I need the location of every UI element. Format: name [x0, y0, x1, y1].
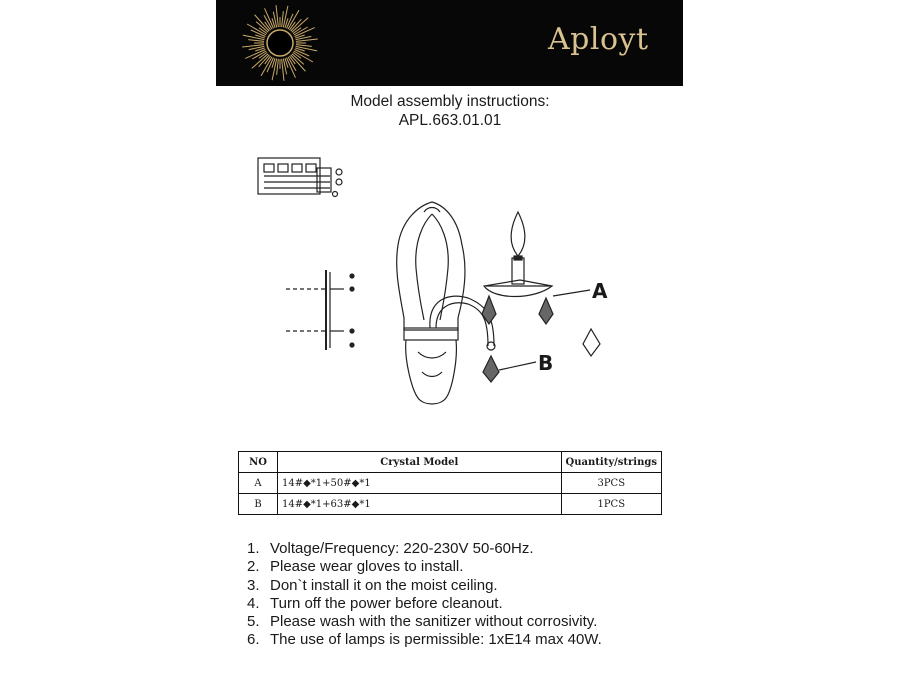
leader-line-a: [553, 290, 590, 296]
table-header-row: [239, 452, 662, 473]
table-row: [239, 494, 662, 515]
table-row: [239, 473, 662, 494]
brand-name: Aployt: [548, 22, 649, 57]
list-item: 3. Don`t install it on the moist ceiling.: [247, 576, 498, 594]
list-item: 4. Turn off the power before cleanout.: [247, 594, 503, 612]
leader-line-b: [499, 362, 536, 370]
header-no: NO: [239, 452, 278, 473]
row-model: 14#◆*1+50#◆*1: [278, 473, 562, 494]
candle-cup-icon: [484, 212, 552, 297]
list-item: 6. The use of lamps is permissible: 1xE14 max 40W.: [247, 631, 602, 649]
terminal-block-icon: [258, 158, 342, 197]
candle-arm-icon: [430, 296, 494, 346]
row-quantity: 1PCS: [561, 494, 661, 515]
mounting-bracket-icon: [286, 270, 354, 350]
title-line-1: Model assembly instructions:: [350, 93, 550, 110]
model-number: APL.663.01.01: [398, 112, 502, 129]
header-quantity: Quantity/strings: [561, 452, 661, 473]
header-model: Crystal Model: [278, 452, 562, 473]
list-item: 5. Please wash with the sanitizer without corrosivity.: [247, 613, 598, 631]
row-model: 14#◆*1+63#◆*1: [278, 494, 562, 515]
callout-label-a: A: [592, 279, 608, 303]
safety-notes-list: [247, 540, 602, 650]
crystal-parts-table: [238, 451, 662, 515]
callout-label-b: B: [538, 351, 554, 375]
row-no: B: [239, 494, 278, 515]
list-item: 1. Voltage/Frequency: 220-230V 50-60Hz.: [247, 540, 534, 557]
row-quantity: 3PCS: [561, 473, 661, 494]
list-item: 2. Please wear gloves to install.: [247, 558, 464, 576]
row-no: A: [239, 473, 278, 494]
